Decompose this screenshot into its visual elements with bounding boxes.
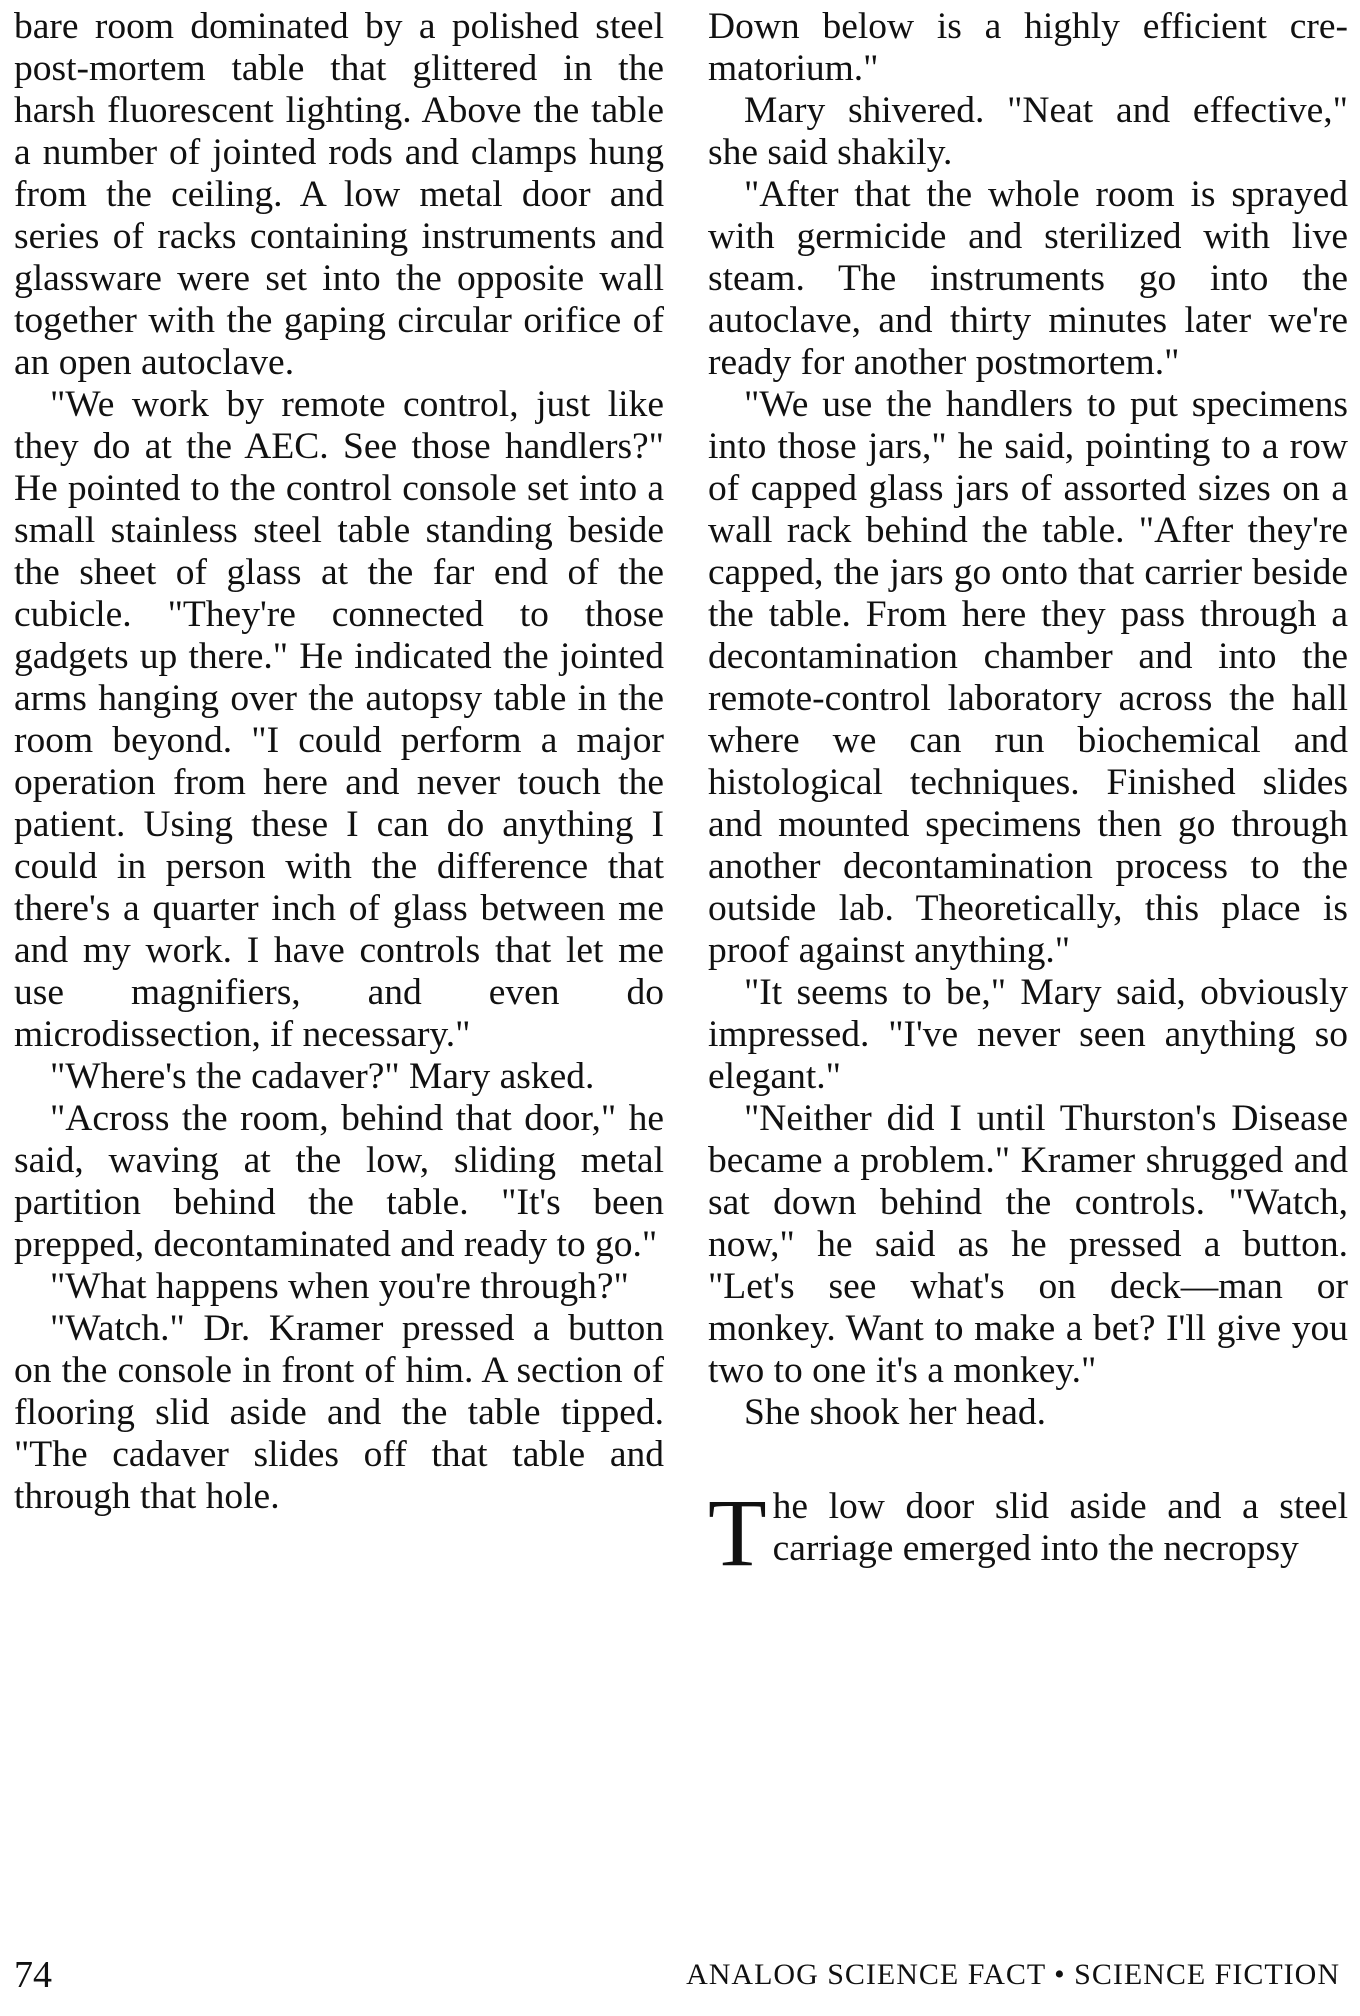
left-column — [14, 6, 664, 1518]
dropcap-paragraph-text: he low door slid aside and a steel carriage emerged into the necropsy — [772, 1486, 1348, 1569]
paragraph: "Watch." Dr. Kramer pressed a button on the console in front of him. A section of flooring slid aside and the table tipped. "The cadaver slides off that table and through that hole. — [14, 1308, 664, 1517]
running-title: ANALOG SCIENCE FACT • SCIENCE FICTION — [686, 1958, 1340, 1991]
paragraph: "Neither did I until Thurston's Disease became a problem." Kramer shrugged and sat down behind the controls. "Watch, now," he said as he pressed a button. "Let's see what's on deck—man or monkey. Want to make a bet? I'll give you two to one it's a monkey." — [708, 1098, 1348, 1391]
right-column — [708, 6, 1348, 1586]
paragraph: "It seems to be," Mary said, obviously impressed. "I've never seen anything so elegant." — [708, 972, 1348, 1097]
paragraph: "Where's the cadaver?" Mary asked. — [50, 1056, 595, 1097]
paragraph: "We use the handlers to put specimens into those jars," he said, pointing to a row of capped glass jars of assorted sizes on a wall rack behind the table. "After they're capped, the jars go onto that carrier beside the table. From here they pass through a decontamination chamber and into the remote-control laboratory across the hall where we can run biochemical and histological techniques. Finished slides and mounted specimens then go through another decontamination process to the outside lab. Theoretically, this place is proof against anything." — [708, 384, 1348, 971]
paragraph: "Across the room, behind that door," he said, waving at the low, sliding metal partition behind the table. "It's been prepped, decontaminated and ready to go." — [14, 1098, 664, 1265]
page-number: 74 — [14, 1954, 52, 1996]
drop-cap: T — [708, 1479, 767, 1586]
paragraph: Mary shivered. "Neat and effective," she said shakily. — [708, 90, 1348, 173]
paragraph: Down below is a highly efficient crematorium." — [708, 6, 1348, 89]
page-footer — [0, 1950, 1360, 2000]
paragraph: "What happens when you're through?" — [50, 1266, 629, 1307]
paragraph: "We work by remote control, just like they do at the AEC. See those handlers?" He pointed to the control console set into a small stainless steel table standing beside the sheet of glass at the far end of the cubicle. "They're connected to those gadgets up there." He indicated the jointed arms hanging over the autopsy table in the room beyond. "I could perform a major operation from here and never touch the patient. Using these I can do anything I could in person with the difference that there's a quarter inch of glass between me and my work. I have controls that let me use magnifiers, and even do microdissection, if necessary." — [14, 384, 664, 1055]
paragraph: "After that the whole room is sprayed with germicide and sterilized with live steam. The instruments go into the autoclave, and thirty minutes later we're ready for another postmortem." — [708, 174, 1348, 383]
dropcap-paragraph — [708, 1479, 1348, 1586]
paragraph: She shook her head. — [744, 1392, 1047, 1433]
paragraph: bare room dominated by a polished steel post-mortem table that glittered in the harsh fluorescent lighting. Above the table a number of jointed rods and clamps hung from the ceiling. A low metal door and series of racks containing instruments and glassware were set into the opposite wall together with the gaping circular orifice of an open autoclave. — [14, 6, 664, 383]
